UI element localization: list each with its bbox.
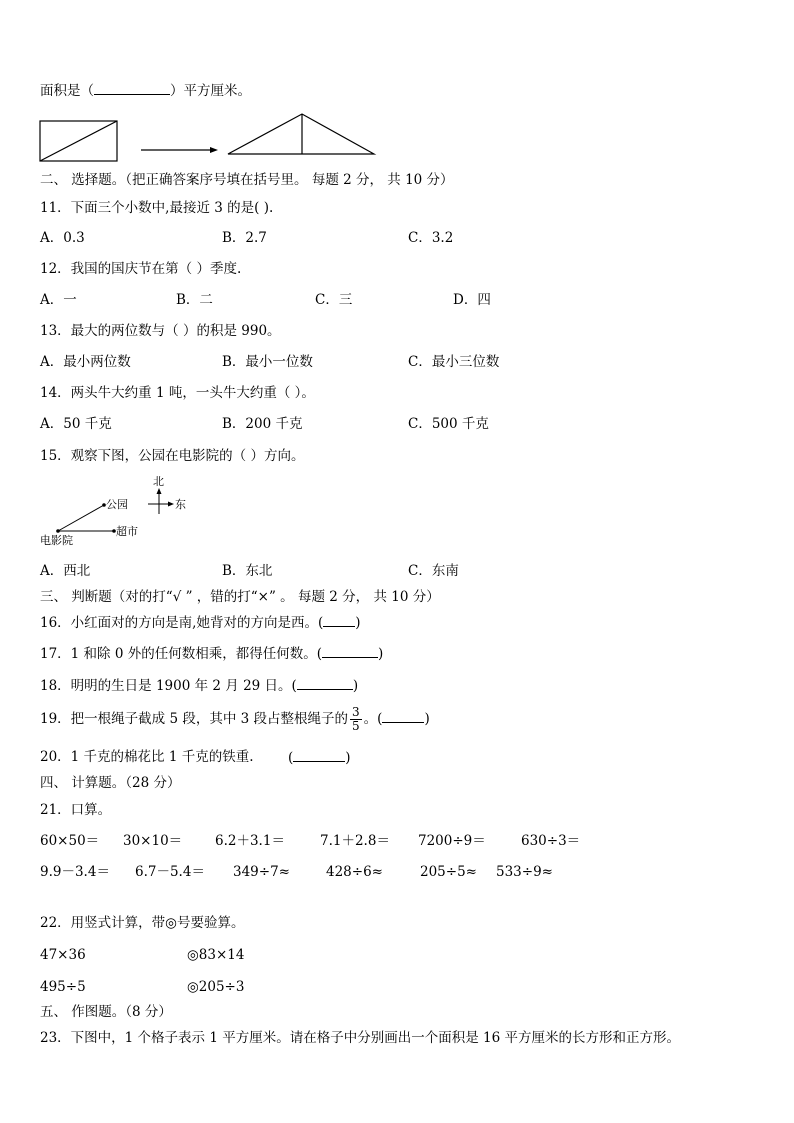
q13-option-c[interactable]: C．最小三位数 <box>408 354 500 370</box>
mental-calc-item: 6.7－5.4＝ <box>135 864 205 880</box>
q19-tail: 。( <box>363 711 383 727</box>
q16-text: 16．小红面对的方向是南,她背对的方向是西。( <box>40 615 324 631</box>
rectangle-diagonal <box>40 121 117 161</box>
area-question-suffix: ）平方厘米。 <box>170 83 251 99</box>
fraction-denominator: 5 <box>352 719 360 733</box>
question-12: 12．我国的国庆节在第（ ）季度. <box>40 261 242 277</box>
question-11: 11．下面三个小数中,最接近 3 的是( ). <box>40 200 274 216</box>
q19-paren-close: ) <box>424 711 430 727</box>
q15-option-b[interactable]: B．东北 <box>222 563 273 579</box>
q18-paren-close: ) <box>352 678 359 694</box>
q17-answer-blank[interactable] <box>322 644 378 658</box>
q16-answer-blank[interactable] <box>323 613 355 627</box>
rectangle-to-triangle-figure <box>38 112 378 164</box>
fraction-three-fifths <box>350 706 362 733</box>
mental-calc-item: 349÷7≈ <box>233 864 290 880</box>
q20-answer-blank[interactable] <box>293 748 345 762</box>
q20-answer <box>288 748 351 767</box>
q16-paren-close: ) <box>355 615 361 631</box>
question-16 <box>40 613 361 632</box>
question-15: 15．观察下图，公园在电影院的（ ）方向。 <box>40 448 305 464</box>
market-label: 超市 <box>116 525 138 538</box>
question-13: 13．最大的两位数与（ ）的积是 990。 <box>40 323 281 339</box>
mental-calc-item: 60×50＝ <box>40 833 100 849</box>
park-label: 公园 <box>106 498 128 511</box>
q11-option-c[interactable]: C．3.2 <box>408 230 454 246</box>
mental-calc-item: 533÷9≈ <box>496 864 553 880</box>
question-19 <box>40 704 430 734</box>
q17-text: 17．1 和除 0 外的任何数相乘，都得任何数。( <box>40 646 322 662</box>
cinema-point <box>56 529 60 533</box>
q12-option-a[interactable]: A．一 <box>40 292 77 308</box>
q12-option-d[interactable]: D．四 <box>453 292 491 308</box>
q18-answer-blank[interactable] <box>297 676 353 690</box>
area-question-line <box>40 81 251 100</box>
answer-blank[interactable] <box>94 81 170 95</box>
q14-option-c[interactable]: C．500 千克 <box>408 416 489 432</box>
q20-paren-close: ) <box>345 750 351 766</box>
mental-calc-item: 7200÷9＝ <box>418 833 486 849</box>
q13-option-a[interactable]: A．最小两位数 <box>40 354 131 370</box>
q19-answer-blank[interactable] <box>382 709 424 723</box>
q12-option-c[interactable]: C．三 <box>315 292 353 308</box>
question-18 <box>40 676 358 695</box>
arrow-head-icon <box>210 147 218 153</box>
q17-paren-close: ) <box>378 646 384 662</box>
mental-calc-item: 205÷5≈ <box>420 864 477 880</box>
question-22-title: 22．用竖式计算，带◎号要验算。 <box>40 915 245 931</box>
question-23: 23．下图中，1 个格子表示 1 平方厘米。请在格子中分别画出一个面积是 16 平方厘米的长方形和正方形。 <box>40 1030 680 1046</box>
mental-calc-item: 6.2＋3.1＝ <box>215 833 285 849</box>
question-20 <box>40 748 254 766</box>
vertical-calc-item-check: ◎83×14 <box>187 947 245 963</box>
question-21-title: 21．口算。 <box>40 802 112 818</box>
q20-text: 20．1 千克的棉花比 1 千克的铁重. <box>40 749 254 765</box>
section-5-title: 五、 作图题。（8 分） <box>40 1004 172 1020</box>
east-arrow-icon <box>168 502 174 507</box>
area-question-prefix: 面积是（ <box>40 83 94 99</box>
mental-calc-item: 7.1＋2.8＝ <box>320 833 390 849</box>
triangle-shape <box>228 114 374 154</box>
q15-option-a[interactable]: A．西北 <box>40 563 91 579</box>
q11-option-b[interactable]: B．2.7 <box>222 230 267 246</box>
q14-option-b[interactable]: B．200 千克 <box>222 416 303 432</box>
q14-option-a[interactable]: A．50 千克 <box>40 416 112 432</box>
north-arrow-icon <box>157 488 162 494</box>
east-label: 东 <box>175 498 186 511</box>
q20-paren-open: ( <box>288 750 294 766</box>
q15-option-c[interactable]: C．东南 <box>408 563 459 579</box>
section-2-title: 二、 选择题。（把正确答案序号填在括号里。 每题 2 分， 共 10 分） <box>40 172 454 188</box>
north-label: 北 <box>153 475 164 488</box>
cinema-label: 电影院 <box>40 534 73 547</box>
q11-option-a[interactable]: A．0.3 <box>40 230 85 246</box>
section-3-title: 三、 判断题（对的打“√ ” ，错的打“×” 。 每题 2 分， 共 10 分） <box>40 589 440 605</box>
line-to-park <box>58 505 104 531</box>
question-17 <box>40 644 383 663</box>
q13-option-b[interactable]: B．最小一位数 <box>222 354 313 370</box>
vertical-calc-item-check: ◎205÷3 <box>187 979 245 995</box>
question-14: 14．两头牛大约重 1 吨，一头牛大约重（ ）。 <box>40 385 315 401</box>
mental-calc-item: 428÷6≈ <box>326 864 383 880</box>
q19-text: 19．把一根绳子截成 5 段，其中 3 段占整根绳子的 <box>40 711 349 727</box>
q18-text: 18．明明的生日是 1900 年 2 月 29 日。( <box>40 678 297 694</box>
fraction-numerator: 3 <box>352 705 360 719</box>
section-4-title: 四、 计算题。（28 分） <box>40 775 181 791</box>
mental-calc-item: 9.9－3.4＝ <box>40 864 110 880</box>
q12-option-b[interactable]: B．二 <box>176 292 213 308</box>
direction-map-figure <box>38 473 198 549</box>
vertical-calc-item: 495÷5 <box>40 979 86 995</box>
mental-calc-item: 30×10＝ <box>123 833 183 849</box>
mental-calc-item: 630÷3＝ <box>521 833 581 849</box>
vertical-calc-item: 47×36 <box>40 947 86 963</box>
